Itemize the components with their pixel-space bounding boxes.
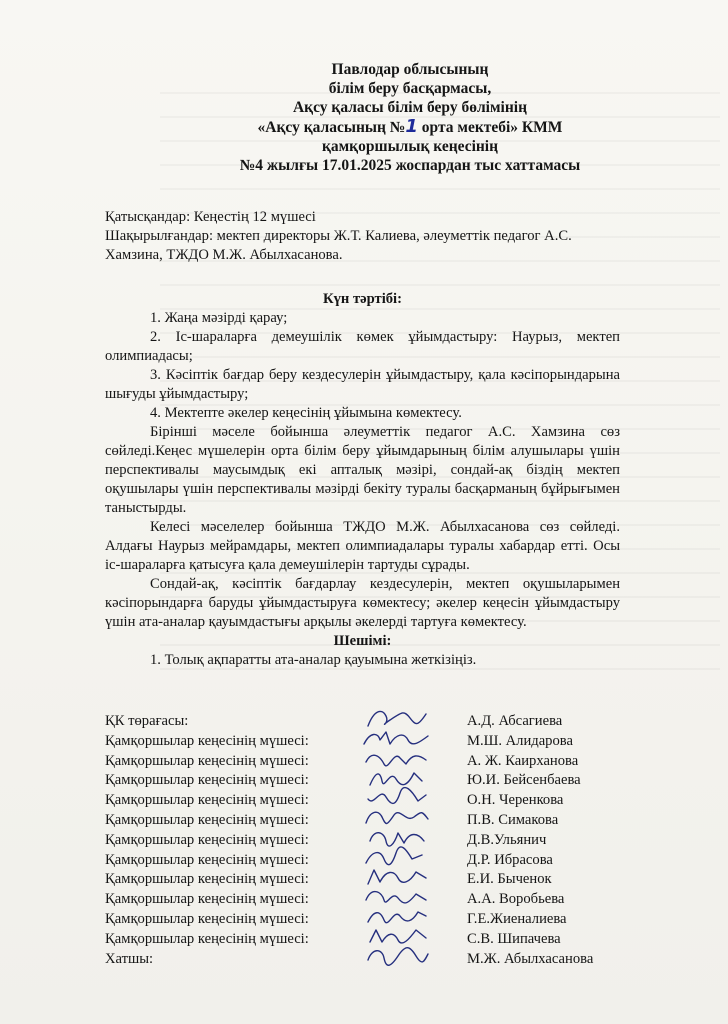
signature-name: М.Ш. Алидарова xyxy=(467,732,573,749)
signature-name: С.В. Шипачева xyxy=(467,930,561,947)
signature-name: А. Ж. Каирханова xyxy=(467,752,579,769)
signature-role: Қамқоршылар кеңесінің мүшесі: xyxy=(105,930,309,947)
title-line-4-post: орта мектебі» КММ xyxy=(417,119,563,136)
attendance-section xyxy=(105,208,620,265)
invited-line: Шақырылғандар: мектеп директоры Ж.Т. Калиева, әлеуметтік педагог А.С. Хамзина, ТЖДО М.Ж. Абылхасанова. xyxy=(105,228,572,263)
signature-role: Қамқоршылар кеңесінің мүшесі: xyxy=(105,851,309,868)
signature-name: М.Ж. Абылхасанова xyxy=(467,950,594,967)
agenda-item-3: 3. Кәсіптік бағдар беру кездесулерін ұйымдастыру, қала кәсіпорындарына шығуды ұйымдастыру; xyxy=(105,367,620,402)
signature-role: Қамқоршылар кеңесінің мүшесі: xyxy=(105,812,309,828)
document-title xyxy=(100,60,720,175)
handwritten-school-number: 1 xyxy=(405,116,418,137)
signature-name: Г.Е.Жиеналиева xyxy=(467,911,567,927)
title-line-4-pre: «Ақсу қаласының № xyxy=(257,119,406,136)
signature-name: П.В. Симакова xyxy=(467,812,559,828)
signature-role: ҚК төрағасы: xyxy=(105,713,189,729)
signature-name: О.Н. Черенкова xyxy=(467,792,564,809)
decision-heading: Шешімі: xyxy=(333,633,392,649)
signature-role: Қамқоршылар кеңесінің мүшесі: xyxy=(105,792,309,809)
body-paragraph-3: Сондай-ақ, кәсіптік бағдарлау кездесулерін, мектеп оқушыларымен кәсіпорындарға баруды ұйымдастыруға көмектесу; әкелер кеңесін ұйымдастыру үшін ата-аналар қауымдастығы арқылы әкелерді тартуға көмектесу. xyxy=(105,576,620,630)
participants-line: Қатысқандар: Кеңестің 12 мүшесі xyxy=(105,209,316,225)
signature-role: Хатшы: xyxy=(105,950,154,967)
handwritten-signature-icon xyxy=(360,944,432,972)
title-line-3: Ақсу қаласы білім беру бөлімінің xyxy=(292,99,528,116)
title-line-1: Павлодар облысының xyxy=(331,61,489,78)
agenda-heading: Күн тәртібі: xyxy=(323,291,402,307)
signature-name: А.А. Воробьева xyxy=(467,891,565,908)
signature-role: Қамқоршылар кеңесінің мүшесі: xyxy=(105,871,309,888)
signature-role: Қамқоршылар кеңесінің мүшесі: xyxy=(105,732,309,749)
signature-name: Ю.И. Бейсенбаева xyxy=(467,772,581,789)
signature-role: Қамқоршылар кеңесінің мүшесі: xyxy=(105,891,309,908)
signature-name: Е.И. Быченок xyxy=(467,871,552,888)
title-line-6: №4 жылғы 17.01.2025 жоспардан тыс хаттамасы xyxy=(239,157,581,174)
body-paragraph-1: Бірінші мәселе бойынша әлеуметтік педагог А.С. Хамзина сөз сөйледі.Кеңес мүшелерін орта білім беру ұйымдарының білім алушылары үшін перспективалы маусымдық екі апталық мәзірі, сондай-ақ біздің мектеп оқушылары үшін перспективалы мәзірді бекіту туралы басқарманың бұйрығымен таныстырды. xyxy=(105,424,620,516)
agenda-item-2: 2. Іс-шараларға демеушілік көмек ұйымдастыру: Наурыз, мектеп олимпиадасы; xyxy=(105,329,620,364)
agenda-section xyxy=(105,290,620,670)
title-line-4 xyxy=(100,117,720,137)
signature-name: Д.В.Ульянич xyxy=(467,831,547,848)
signature-name: А.Д. Абсагиева xyxy=(467,713,563,729)
signature-name: Д.Р. Ибрасова xyxy=(467,851,553,868)
signature-row xyxy=(105,950,625,969)
decision-item-1: 1. Толық ақпаратты ата-аналар қауымына жеткізіңіз. xyxy=(150,652,477,668)
agenda-item-1: 1. Жаңа мәзірді қарау; xyxy=(150,310,288,326)
body-paragraph-2: Келесі мәселелер бойынша ТЖДО М.Ж. Абылхасанова сөз сөйледі. Алдағы Наурыз мейрамдары, мектеп олимпиадалары туралы хабардар етті. Осы іс-шараларға қатысуға қала демеушілерін тартуды сұрады. xyxy=(105,519,620,573)
signature-role: Қамқоршылар кеңесінің мүшесі: xyxy=(105,752,309,769)
signature-role: Қамқоршылар кеңесінің мүшесі: xyxy=(105,911,309,927)
title-line-2: білім беру басқармасы, xyxy=(328,80,492,97)
signature-role: Қамқоршылар кеңесінің мүшесі: xyxy=(105,772,309,789)
signature-role: Қамқоршылар кеңесінің мүшесі: xyxy=(105,831,309,848)
title-line-5: қамқоршылық кеңесінің xyxy=(321,138,499,155)
agenda-item-4: 4. Мектепте әкелер кеңесінің ұйымына көмектесу. xyxy=(150,405,462,421)
